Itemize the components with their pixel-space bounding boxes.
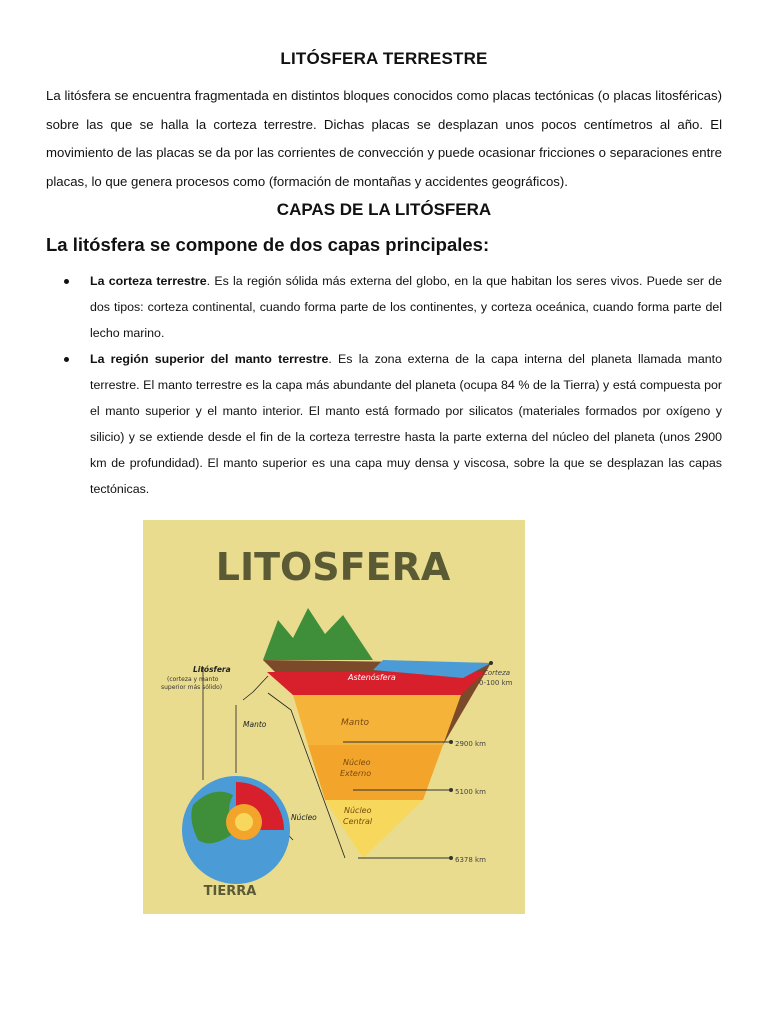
globe-core-inner [235, 813, 253, 831]
bullet-text: . Es la zona externa de la capa interna del planeta llamada manto terrestre. El manto terrestre es la capa más abundante del planeta (ocupa 84 % de la Tierra) y está compuesta por el manto superior y el manto interior. El manto está formado por silicatos (materiales formados por oxígeno y silicio) y se extiende desde el fin de la corteza terrestre hasta la parte externa del núcleo del planeta (unos 2900 km de profundidad). El manto superior es una capa muy densa y viscosa, sobre la que se desplazan las capas tectónicas. [90, 352, 722, 496]
depth-5100-label: 5100 km [455, 788, 486, 796]
nucleo-externo-label-2: Externo [340, 769, 372, 778]
nucleo-externo-label-1: Núcleo [343, 758, 371, 767]
tierra-label: TIERRA [203, 884, 257, 899]
intro-paragraph: La litósfera se encuentra fragmentada en distintos bloques conocidos como placas tectónicas (o placas litosféricas) sobre las que se halla la corteza terrestre. Dichas placas se desplazan unos pocos centímetros al año. El movimiento de las placas se da por las corrientes de convección y puede ocasionar fricciones o separaciones entre placas, lo que genera procesos como (formación de montañas y accidentes geográficos). [46, 88, 722, 189]
corteza-marker [489, 661, 493, 665]
earth-globe [182, 776, 290, 884]
bullet-lead: La región superior del manto terrestre [90, 352, 329, 366]
nucleo-central-label-1: Núcleo [344, 806, 372, 815]
bullet-text: . Es la región sólida más externa del globo, en la que habitan los seres vivos. Puede ser de dos tipos: corteza continental, cuando forma parte de los continentes, y corteza oceánica, cuando forma parte del lecho marino. [90, 274, 722, 340]
nucleo-side-label: Núcleo [291, 813, 317, 822]
manto-layer [293, 695, 461, 745]
manto-side-label: Manto [243, 720, 267, 729]
litosfera-label: Litósfera [193, 665, 231, 674]
subsection-title: La litósfera se compone de dos capas principales: [46, 234, 490, 255]
list-item [46, 268, 722, 346]
figure-heading: LITOSFERA [215, 545, 451, 589]
bullet-icon [64, 357, 69, 362]
lithosphere-diagram [143, 520, 525, 914]
page-title: LITÓSFERA TERRESTRE [280, 49, 488, 68]
lithosphere-figure [143, 520, 525, 914]
bullet-icon [64, 279, 69, 284]
depth-5100-marker [449, 788, 453, 792]
section-title: CAPAS DE LA LITÓSFERA [276, 200, 492, 219]
manto-label: Manto [341, 718, 370, 728]
litosfera-note-2: superior más sólido) [161, 684, 223, 691]
corteza-label-2: 0-100 km [479, 679, 513, 687]
corteza-label-1: Corteza [483, 669, 511, 677]
bullet-lead: La corteza terrestre [90, 274, 207, 288]
astenosfera-label: Astenósfera [348, 673, 396, 682]
nucleo-externo-layer [308, 745, 443, 800]
layers-list [46, 268, 722, 502]
litosfera-note-1: (corteza y manto [167, 676, 219, 683]
list-item [46, 346, 722, 502]
depth-2900-marker [449, 740, 453, 744]
depth-6378-label: 6378 km [455, 856, 486, 864]
nucleo-central-label-2: Central [343, 817, 373, 826]
depth-2900-label: 2900 km [455, 740, 486, 748]
depth-6378-marker [449, 856, 453, 860]
